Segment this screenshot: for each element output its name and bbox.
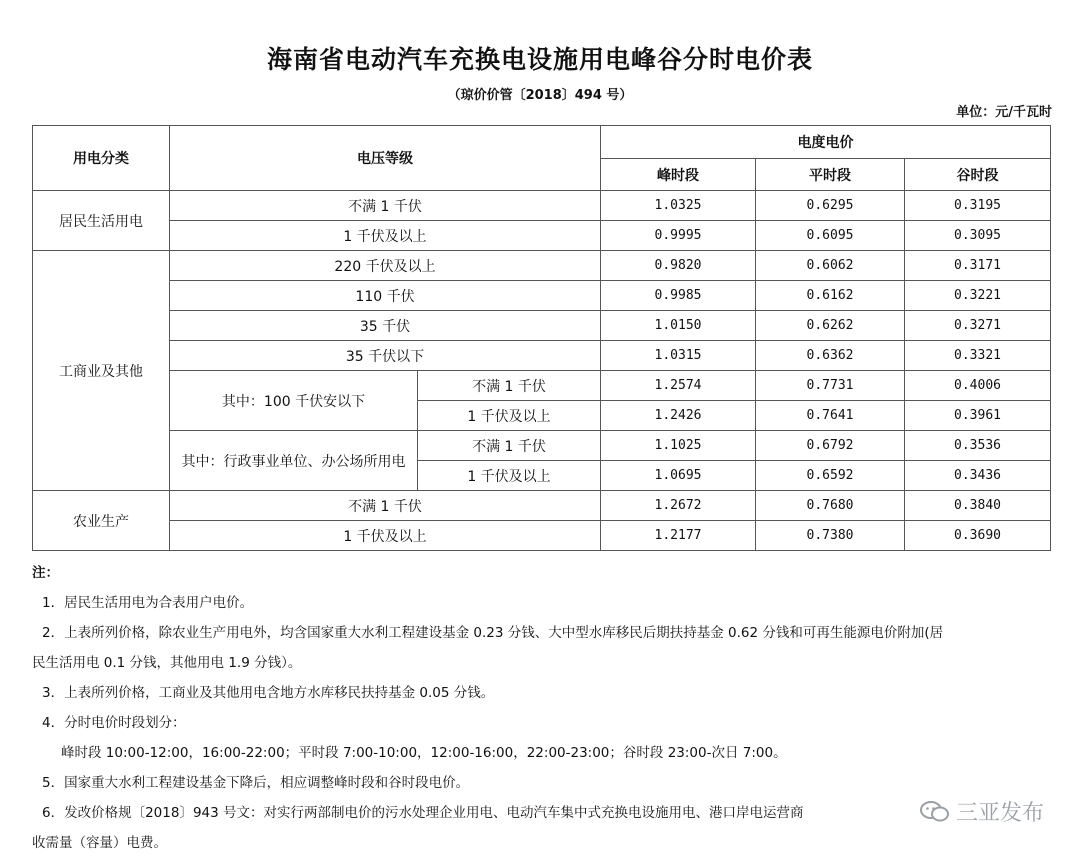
category-agriculture: 农业生产 bbox=[33, 491, 170, 551]
valley-price: 0.3171 bbox=[905, 251, 1051, 281]
voltage-cell: 220 千伏及以上 bbox=[170, 251, 601, 281]
voltage-cell: 35 千伏 bbox=[170, 311, 601, 341]
voltage-cell: 35 千伏以下 bbox=[170, 341, 601, 371]
peak-price: 1.2426 bbox=[601, 401, 756, 431]
peak-price: 1.0150 bbox=[601, 311, 756, 341]
category-commercial: 工商业及其他 bbox=[33, 251, 170, 491]
table-row bbox=[33, 191, 1051, 221]
valley-price: 0.3195 bbox=[905, 191, 1051, 221]
flat-price: 0.6792 bbox=[756, 431, 905, 461]
voltage-cell: 1 千伏及以上 bbox=[170, 221, 601, 251]
valley-price: 0.3961 bbox=[905, 401, 1051, 431]
peak-price: 1.2672 bbox=[601, 491, 756, 521]
watermark-text: 三亚发布 bbox=[955, 801, 1044, 826]
notes-section bbox=[32, 558, 1062, 858]
table-row bbox=[33, 491, 1051, 521]
peak-price: 1.0695 bbox=[601, 461, 756, 491]
voltage-cell: 110 千伏 bbox=[170, 281, 601, 311]
table-row bbox=[33, 221, 1051, 251]
note-2-continued: 民生活用电 0.1 分钱，其他用电 1.9 分钱）。 bbox=[32, 655, 302, 671]
header-valley: 谷时段 bbox=[905, 159, 1051, 191]
voltage-cell: 不满 1 千伏 bbox=[170, 191, 601, 221]
header-voltage: 电压等级 bbox=[170, 126, 601, 191]
table-row bbox=[33, 281, 1051, 311]
valley-price: 0.3536 bbox=[905, 431, 1051, 461]
valley-price: 0.3840 bbox=[905, 491, 1051, 521]
note-3: 3．上表所列价格，工商业及其他用电含地方水库移民扶持基金 0.05 分钱。 bbox=[42, 685, 495, 701]
valley-price: 0.3095 bbox=[905, 221, 1051, 251]
flat-price: 0.6162 bbox=[756, 281, 905, 311]
subcategory-administrative: 其中：行政事业单位、办公场所用电 bbox=[170, 431, 418, 491]
voltage-cell: 不满 1 千伏 bbox=[418, 431, 601, 461]
flat-price: 0.6262 bbox=[756, 311, 905, 341]
note-6-continued: 收需量（容量）电费。 bbox=[32, 835, 167, 851]
valley-price: 0.3271 bbox=[905, 311, 1051, 341]
flat-price: 0.7641 bbox=[756, 401, 905, 431]
note-5: 5．国家重大水利工程建设基金下降后，相应调整峰时段和谷时段电价。 bbox=[42, 775, 470, 791]
flat-price: 0.6062 bbox=[756, 251, 905, 281]
header-row bbox=[33, 126, 1051, 159]
peak-price: 1.2177 bbox=[601, 521, 756, 551]
voltage-cell: 不满 1 千伏 bbox=[170, 491, 601, 521]
peak-price: 0.9995 bbox=[601, 221, 756, 251]
note-1: 1．居民生活用电为合表用户电价。 bbox=[42, 595, 254, 611]
header-flat: 平时段 bbox=[756, 159, 905, 191]
peak-price: 0.9820 bbox=[601, 251, 756, 281]
unit-label: 单位：元/千瓦时 bbox=[956, 105, 1052, 120]
price-table bbox=[32, 125, 1051, 551]
voltage-cell: 1 千伏及以上 bbox=[418, 401, 601, 431]
valley-price: 0.3321 bbox=[905, 341, 1051, 371]
voltage-cell: 不满 1 千伏 bbox=[418, 371, 601, 401]
table-row bbox=[33, 341, 1051, 371]
table-row bbox=[33, 251, 1051, 281]
peak-price: 1.0325 bbox=[601, 191, 756, 221]
table-row bbox=[33, 521, 1051, 551]
valley-price: 0.3221 bbox=[905, 281, 1051, 311]
wechat-icon bbox=[920, 801, 950, 823]
note-4-detail: 峰时段 10:00-12:00，16:00-22:00；平时段 7:00-10:00，12:00-16:00，22:00-23:00；谷时段 23:00-次日 7:00。 bbox=[61, 745, 787, 761]
flat-price: 0.7680 bbox=[756, 491, 905, 521]
table-row bbox=[33, 311, 1051, 341]
table-row bbox=[33, 431, 1051, 461]
flat-price: 0.6095 bbox=[756, 221, 905, 251]
watermark bbox=[920, 796, 1044, 827]
flat-price: 0.6362 bbox=[756, 341, 905, 371]
header-category: 用电分类 bbox=[33, 126, 170, 191]
note-4: 4．分时电价时段划分： bbox=[42, 715, 186, 731]
header-price-group: 电度电价 bbox=[601, 126, 1051, 159]
flat-price: 0.7731 bbox=[756, 371, 905, 401]
category-residential: 居民生活用电 bbox=[33, 191, 170, 251]
peak-price: 1.2574 bbox=[601, 371, 756, 401]
note-2: 2．上表所列价格，除农业生产用电外，均含国家重大水利工程建设基金 0.23 分钱、大中型水库移民后期扶持基金 0.62 分钱和可再生能源电价附加(居 bbox=[42, 625, 944, 641]
voltage-cell: 1 千伏及以上 bbox=[170, 521, 601, 551]
subcategory-small-capacity: 其中：100 千伏安以下 bbox=[170, 371, 418, 431]
table-row bbox=[33, 371, 1051, 401]
note-6: 6．发改价格规〔2018〕943 号文：对实行两部制电价的污水处理企业用电、电动汽车集中式充换电设施用电、港口岸电运营商 bbox=[42, 805, 804, 821]
notes-heading: 注： bbox=[32, 565, 59, 581]
peak-price: 1.1025 bbox=[601, 431, 756, 461]
valley-price: 0.3690 bbox=[905, 521, 1051, 551]
page-title: 海南省电动汽车充换电设施用电峰谷分时电价表 bbox=[266, 45, 813, 74]
voltage-cell: 1 千伏及以上 bbox=[418, 461, 601, 491]
flat-price: 0.7380 bbox=[756, 521, 905, 551]
header-peak: 峰时段 bbox=[601, 159, 756, 191]
flat-price: 0.6592 bbox=[756, 461, 905, 491]
valley-price: 0.3436 bbox=[905, 461, 1051, 491]
peak-price: 1.0315 bbox=[601, 341, 756, 371]
peak-price: 0.9985 bbox=[601, 281, 756, 311]
document-number: （琼价价管〔2018〕494 号） bbox=[447, 88, 633, 103]
flat-price: 0.6295 bbox=[756, 191, 905, 221]
valley-price: 0.4006 bbox=[905, 371, 1051, 401]
